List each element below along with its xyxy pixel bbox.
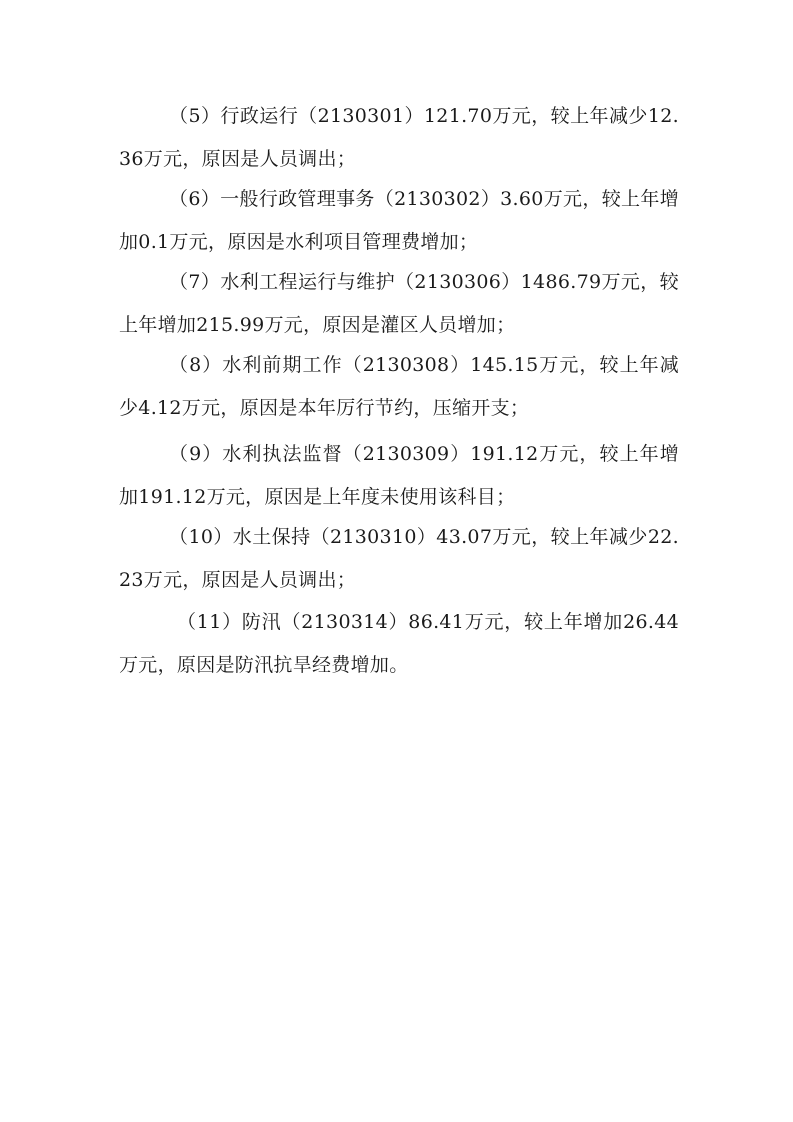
- paragraph-item-5: （5）行政运行（2130301）121.70万元，较上年减少12.36万元，原因是人员调出；: [119, 105, 679, 170]
- paragraph-item-8: （8）水利前期工作（2130308）145.15万元，较上年减少4.12万元，原因是本年厉行节约，压缩开支；: [119, 354, 679, 419]
- paragraph-item-10: （10）水土保持（2130310）43.07万元，较上年减少22.23万元，原因是人员调出；: [119, 526, 679, 591]
- paragraph-item-6: （6）一般行政管理事务（2130302）3.60万元，较上年增加0.1万元，原因是水利项目管理费增加；: [119, 188, 679, 253]
- paragraph-item-11: （11）防汛（2130314）86.41万元，较上年增加26.44万元，原因是防汛抗旱经费增加。: [119, 611, 679, 676]
- paragraph-item-7: （7）水利工程运行与维护（2130306）1486.79万元，较上年增加215.99万元，原因是灌区人员增加；: [119, 271, 679, 336]
- paragraph-item-9: （9）水利执法监督（2130309）191.12万元，较上年增加191.12万元，原因是上年度未使用该科目；: [119, 443, 679, 508]
